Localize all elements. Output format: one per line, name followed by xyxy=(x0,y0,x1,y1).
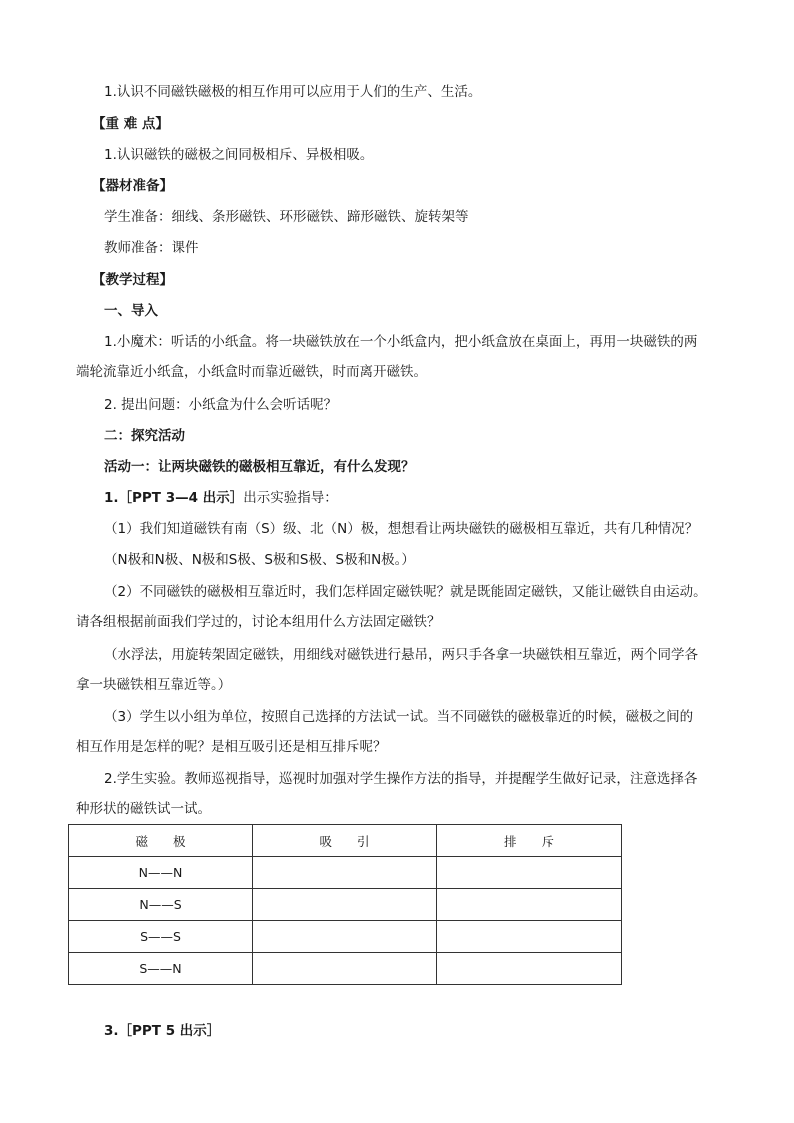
ppt-guide-line xyxy=(104,488,338,508)
attract-cell[interactable] xyxy=(253,953,437,985)
pole-cell: S——S xyxy=(69,921,253,953)
step-2-question-2: 请各组根据前面我们学过的，讨论本组用什么方法固定磁铁？ xyxy=(76,614,441,630)
experiment-line-1: 2.学生实验。教师巡视指导，巡视时加强对学生操作方法的指导，并提醒学生做好记录，注意选择各 xyxy=(104,771,698,787)
repel-cell[interactable] xyxy=(437,857,622,889)
experiment-line-2: 种形状的磁铁试一试。 xyxy=(76,801,211,817)
heading-introduction: 一、导入 xyxy=(104,303,158,319)
pole-cell: N——S xyxy=(69,889,253,921)
teacher-materials: 教师准备：课件 xyxy=(104,240,199,256)
step-1-answer: （N极和N极、N极和S极、S极和S极、S极和N极。） xyxy=(104,552,415,568)
repel-cell[interactable] xyxy=(437,921,622,953)
header-attract: 吸 引 xyxy=(253,825,437,857)
heading-explore: 二：探究活动 xyxy=(104,428,185,444)
attract-cell[interactable] xyxy=(253,857,437,889)
ppt-5-line: 3.［PPT 5 出示］ xyxy=(104,1023,221,1039)
pole-cell: S——N xyxy=(69,953,253,985)
ppt-guide-text: 出示实验指导： xyxy=(243,490,338,506)
repel-cell[interactable] xyxy=(437,953,622,985)
step-2-answer-2: 拿一块磁铁相互靠近等。） xyxy=(76,677,232,693)
step-3-line-2: 相互作用是怎样的呢？是相互吸引还是相互排斥呢？ xyxy=(76,739,387,755)
table-row xyxy=(69,889,622,921)
repel-cell[interactable] xyxy=(437,889,622,921)
table-row xyxy=(69,921,622,953)
experiment-record-table xyxy=(68,824,622,985)
step-2-question-1: （2）不同磁铁的磁极相互靠近时，我们怎样固定磁铁呢？就是既能固定磁铁，又能让磁铁自由运动。 xyxy=(104,584,707,600)
step-3-line-1: （3）学生以小组为单位，按照自己选择的方法试一试。当不同磁铁的磁极靠近的时候，磁极之间的 xyxy=(104,709,694,725)
table-row xyxy=(69,953,622,985)
magic-trick-line-2: 端轮流靠近小纸盒，小纸盒时而靠近磁铁，时而离开磁铁。 xyxy=(76,364,427,380)
table-header-row xyxy=(69,825,622,857)
magic-trick-line-1: 1.小魔术：听话的小纸盒。将一块磁铁放在一个小纸盒内，把小纸盒放在桌面上，再用一块磁铁的两 xyxy=(104,334,698,350)
heading-process: 【教学过程】 xyxy=(92,272,173,288)
step-1-question: （1）我们知道磁铁有南（S）级、北（N）极，想想看让两块磁铁的磁极相互靠近，共有几种情况？ xyxy=(104,521,699,537)
ppt-tag: 1.［PPT 3—4 出示］ xyxy=(104,490,244,506)
key-point-line: 1.认识磁铁的磁极之间同极相斥、异极相吸。 xyxy=(104,147,374,163)
header-pole: 磁 极 xyxy=(69,825,253,857)
heading-activity-1: 活动一：让两块磁铁的磁极相互靠近，有什么发现？ xyxy=(104,459,415,475)
heading-key-points: 【重 难 点】 xyxy=(92,116,169,132)
header-repel: 排 斥 xyxy=(437,825,622,857)
table-row xyxy=(69,857,622,889)
attract-cell[interactable] xyxy=(253,921,437,953)
attract-cell[interactable] xyxy=(253,889,437,921)
step-2-answer-1: （水浮法，用旋转架固定磁铁，用细线对磁铁进行悬吊，两只手各拿一块磁铁相互靠近，两个同学各 xyxy=(104,647,698,663)
heading-equipment: 【器材准备】 xyxy=(92,178,173,194)
objective-line: 1.认识不同磁铁磁极的相互作用可以应用于人们的生产、生活。 xyxy=(104,84,482,100)
pole-cell: N——N xyxy=(69,857,253,889)
question-line: 2. 提出问题：小纸盒为什么会听话呢？ xyxy=(104,397,338,413)
student-materials: 学生准备：细线、条形磁铁、环形磁铁、蹄形磁铁、旋转架等 xyxy=(104,209,469,225)
